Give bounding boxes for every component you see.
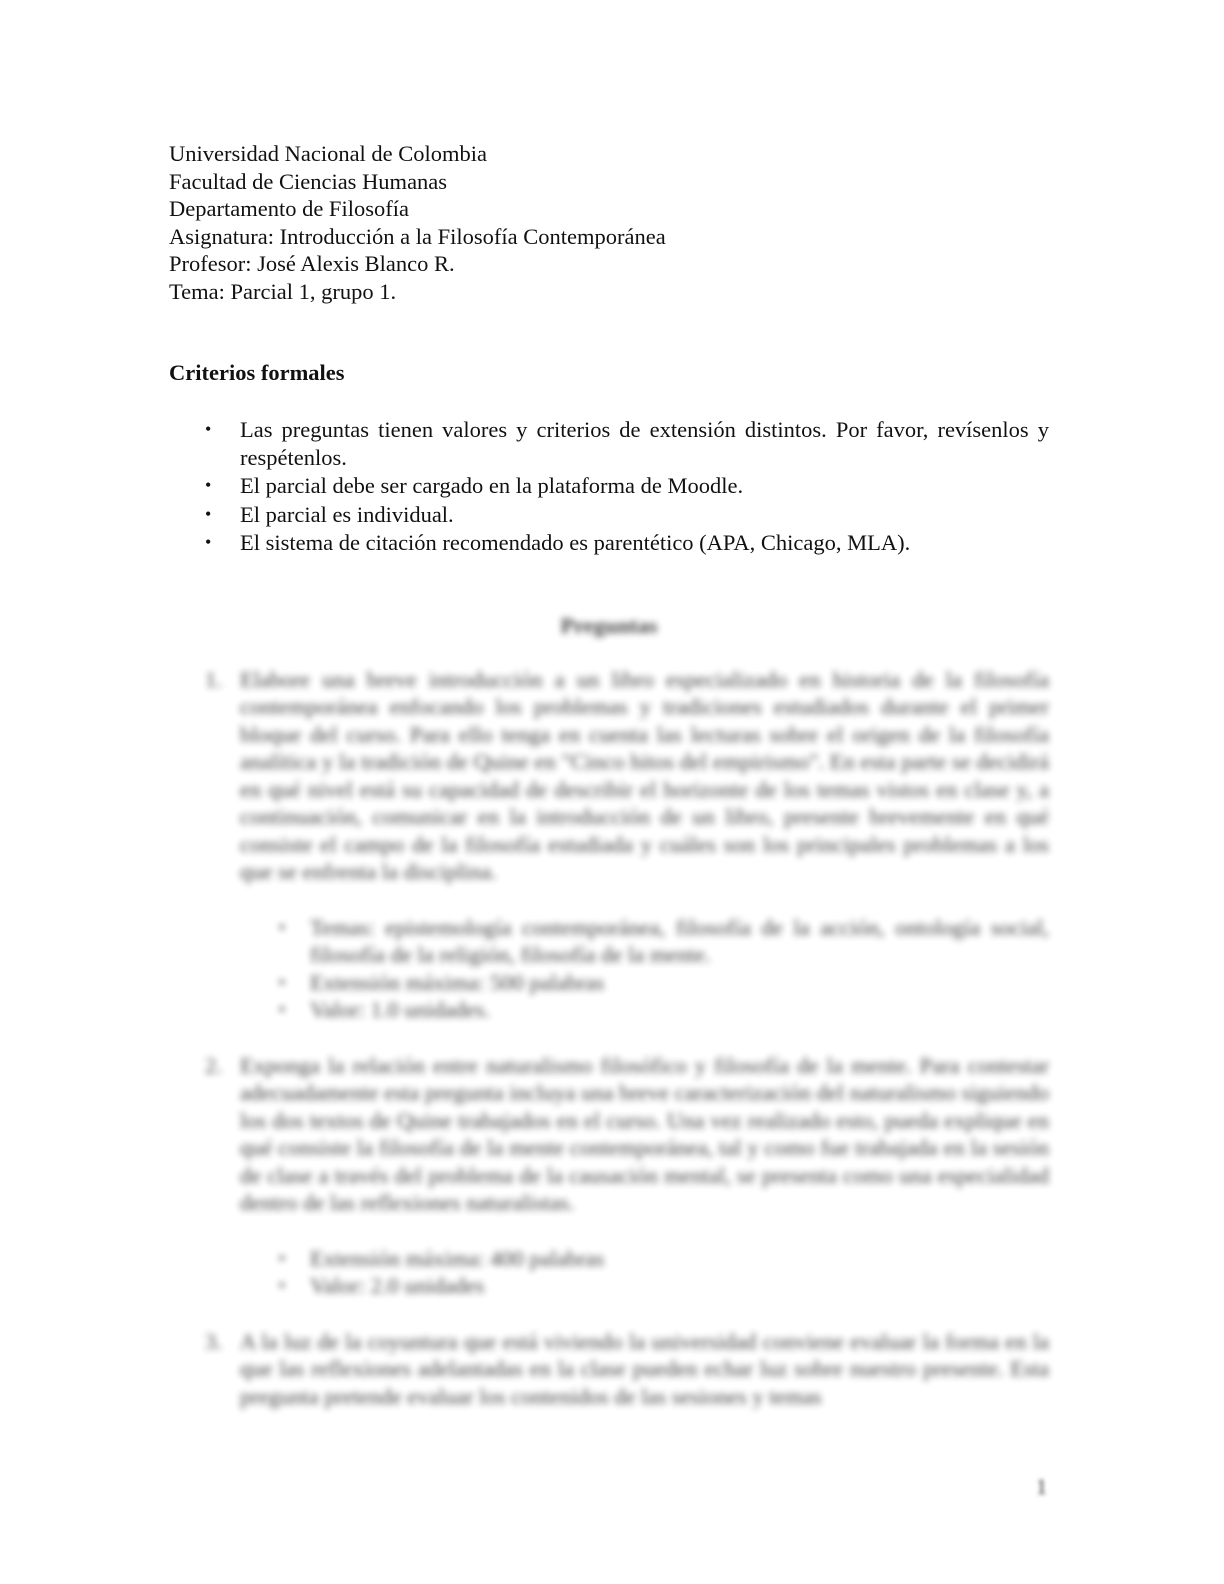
list-item <box>169 501 1049 529</box>
question-number: 2. <box>205 1052 222 1078</box>
question-2-details <box>169 1245 1049 1300</box>
square-bullet-icon: ▪ <box>279 1277 285 1294</box>
criteria-text: El sistema de citación recomendado es parentético (APA, Chicago, MLA). <box>240 530 911 555</box>
question-2 <box>169 1052 1049 1217</box>
question-text: Exponga la relación entre naturalismo filosófico y filosofía de la mente. Para contestar adecuadamente esta pregunta incluya una breve caracterización del naturalismo siguiendo los dos textos de Quine trabajados en el curso. Una vez realizado esto, pueda explique en qué consiste la filosofía de la mente contemporánea, tal y como fue trabajada en la sesión de clase a través del problema de la causación mental, se presenta como una especialidad dentro de las reflexiones naturalistas. <box>240 1052 1050 1215</box>
square-bullet-icon: ▪ <box>279 1001 285 1018</box>
list-item <box>169 529 1049 557</box>
question-text: A la luz de la coyuntura que está viviendo la universidad conviene evaluar la forma en la que las reflexiones adelantadas en la clase pueden echar luz sobre nuestro presente. Esta pregunta pretende evaluar los contenidos de las sesiones y temas <box>240 1328 1049 1409</box>
square-bullet-icon: ▪ <box>279 1249 285 1267</box>
question-3 <box>169 1328 1049 1411</box>
list-item <box>169 472 1049 500</box>
question-1 <box>169 666 1049 886</box>
list-item: ▪ Extensión máxima: 500 palabras <box>279 969 605 995</box>
page-number: 1 <box>1036 1474 1047 1499</box>
topic-line: Tema: Parcial 1, grupo 1. <box>169 278 397 304</box>
criteria-text: Las preguntas tienen valores y criterios de extensión distintos. Por favor, revísenlos y respétenlos. <box>240 417 1049 470</box>
question-text: Elabore una breve introducción a un libro especializado en historia de la filosofía contemporánea enfocando los problemas y tradiciones estudiados durante el primer bloque del curso. Para ello tenga en cuenta las lecturas sobre el origen de la filosofía analítica y la tradición de Quine en "Cinco hitos del empirismo". En esta parte se decidirá en qué nivel está su capacidad de describir el horizonte de los temas vistos en clase y, a continuación, comunicar en la introducción de un libro, presente brevemente en qué consiste el campo de la filosofía estudiada y cuáles son los principales problemas a los que se enfrenta la disciplina. <box>240 666 1049 884</box>
question-number: 1. <box>205 666 222 692</box>
list-item: ▪ Extensión máxima: 400 palabras <box>279 1245 605 1271</box>
department-line: Departamento de Filosofía <box>169 196 409 221</box>
document-header <box>169 140 1049 305</box>
bullet-icon: • <box>205 532 212 552</box>
course-line: Asignatura: Introducción a la Filosofía Contemporánea <box>169 223 666 249</box>
criteria-list <box>169 416 1049 558</box>
list-item: ▪ Valor: 1.0 unidades. <box>279 997 490 1022</box>
criteria-heading: Criterios formales <box>169 360 345 385</box>
professor-line: Profesor: José Alexis Blanco R. <box>169 251 455 276</box>
list-item: ▪ Valor: 2.0 unidades <box>279 1273 485 1298</box>
bullet-icon: • <box>205 419 212 439</box>
faculty-line: Facultad de Ciencias Humanas <box>169 168 448 194</box>
criteria-text: El parcial es individual. <box>240 501 454 527</box>
square-bullet-icon: ▪ <box>279 918 285 936</box>
square-bullet-icon: ▪ <box>279 973 285 991</box>
question-1-details <box>169 914 1049 1024</box>
university-line: Universidad Nacional de Colombia <box>169 141 488 166</box>
criteria-text: El parcial debe ser cargado en la plataforma de Moodle. <box>240 473 744 498</box>
list-item: ▪ Temas: epistemología contemporánea, filosofía de la acción, ontología social, filosofía de la religión, filosofía de la mente. <box>279 914 1049 967</box>
bullet-icon: • <box>205 475 212 495</box>
bullet-icon: • <box>205 503 212 524</box>
list-item <box>169 416 1049 471</box>
questions-heading: Preguntas <box>560 613 658 638</box>
question-number: 3. <box>205 1328 222 1354</box>
questions-section <box>169 612 1049 1432</box>
